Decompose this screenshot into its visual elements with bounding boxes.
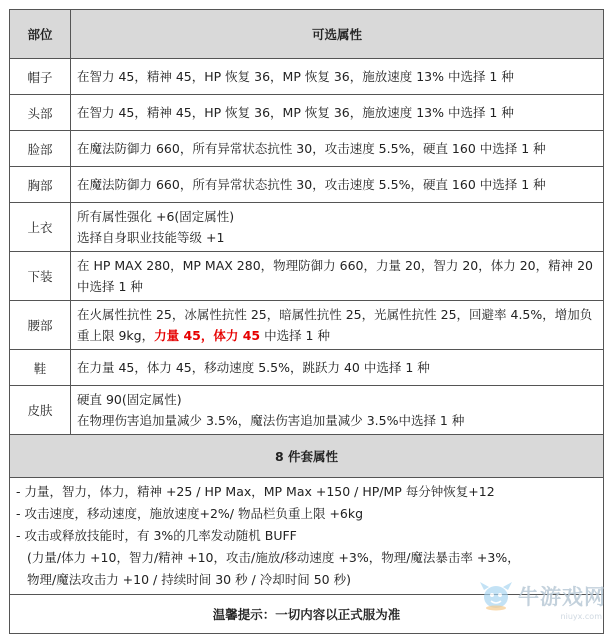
table-row xyxy=(10,167,604,203)
attr-cell: 在智力 45，精神 45，HP 恢复 36，MP 恢复 36，施放速度 13% 中选择 1 种 xyxy=(71,95,604,131)
part-cell: 胸部 xyxy=(10,167,71,203)
table-row xyxy=(10,59,604,95)
set-body xyxy=(10,478,604,595)
attr-line: 选择自身职业技能等级 +1 xyxy=(77,230,225,245)
attribute-table xyxy=(9,9,604,634)
attr-text-end: 中选择 1 种 xyxy=(260,328,330,343)
set-line: (力量/体力 +10，智力/精神 +10，攻击/施放/移动速度 +3%，物理/魔法暴击率 +3%， xyxy=(27,550,520,565)
set-line: - 力量，智力，体力，精神 +25 / HP Max，MP Max +150 / HP/MP 每分钟恢复+12 xyxy=(16,484,495,499)
attr-cell: 在力量 45，体力 45，移动速度 5.5%，跳跃力 40 中选择 1 种 xyxy=(71,350,604,386)
part-cell: 鞋 xyxy=(10,350,71,386)
table-row xyxy=(10,301,604,350)
table-header xyxy=(10,10,604,59)
part-cell: 上衣 xyxy=(10,203,71,252)
part-cell: 头部 xyxy=(10,95,71,131)
part-cell: 腰部 xyxy=(10,301,71,350)
table-row xyxy=(10,95,604,131)
attr-cell: 在 HP MAX 280，MP MAX 280，物理防御力 660，力量 20，智力 20，体力 20，精神 20 中选择 1 种 xyxy=(71,252,604,301)
attr-text: 在火属性抗性 25，冰属性抗性 25，暗属性抗性 25，光属性抗性 25，回避率 4.5%，增加负重上限 9kg， xyxy=(77,307,593,343)
table-row xyxy=(10,203,604,252)
attr-cell: 在魔法防御力 660，所有异常状态抗性 30，攻击速度 5.5%，硬直 160 中选择 1 种 xyxy=(71,167,604,203)
part-cell: 皮肤 xyxy=(10,386,71,435)
watermark-logo xyxy=(476,580,606,621)
set-cell xyxy=(10,478,604,595)
set-header xyxy=(10,435,604,478)
set-title: 8 件套属性 xyxy=(10,435,604,478)
table-row xyxy=(10,131,604,167)
highlight-text: 力量 45，体力 45 xyxy=(154,328,261,343)
attr-line: 硬直 90(固定属性) xyxy=(77,392,182,407)
part-cell: 脸部 xyxy=(10,131,71,167)
header-part: 部位 xyxy=(10,10,71,59)
part-cell: 下装 xyxy=(10,252,71,301)
mascot-icon xyxy=(476,580,516,612)
set-line: 物理/魔法攻击力 +10 / 持续时间 30 秒 / 冷却时间 50 秒) xyxy=(27,572,351,587)
attr-cell xyxy=(71,386,604,435)
attr-cell xyxy=(71,301,604,350)
attr-cell: 在魔法防御力 660，所有异常状态抗性 30，攻击速度 5.5%，硬直 160 中选择 1 种 xyxy=(71,131,604,167)
table-row xyxy=(10,350,604,386)
tip-text: 温馨提示：一切内容以正式服为准 xyxy=(10,595,604,634)
set-line: - 攻击或释放技能时，有 3%的几率发动随机 BUFF xyxy=(16,528,297,543)
attr-line: 在物理伤害追加量减少 3.5%，魔法伤害追加量减少 3.5%中选择 1 种 xyxy=(77,413,465,428)
table-row xyxy=(10,252,604,301)
attr-cell: 在智力 45，精神 45，HP 恢复 36，MP 恢复 36，施放速度 13% 中选择 1 种 xyxy=(71,59,604,95)
part-cell: 帽子 xyxy=(10,59,71,95)
set-line: - 攻击速度，移动速度，施放速度+2%/ 物品栏负重上限 +6kg xyxy=(16,506,364,521)
table-row xyxy=(10,386,604,435)
header-attribute: 可选属性 xyxy=(71,10,604,59)
attr-line: 所有属性强化 +6(固定属性) xyxy=(77,209,235,224)
attr-cell xyxy=(71,203,604,252)
watermark-text: 牛游戏网 xyxy=(518,585,606,609)
attribute-document xyxy=(9,9,604,634)
watermark-subtext: niuyx.com xyxy=(560,612,602,621)
